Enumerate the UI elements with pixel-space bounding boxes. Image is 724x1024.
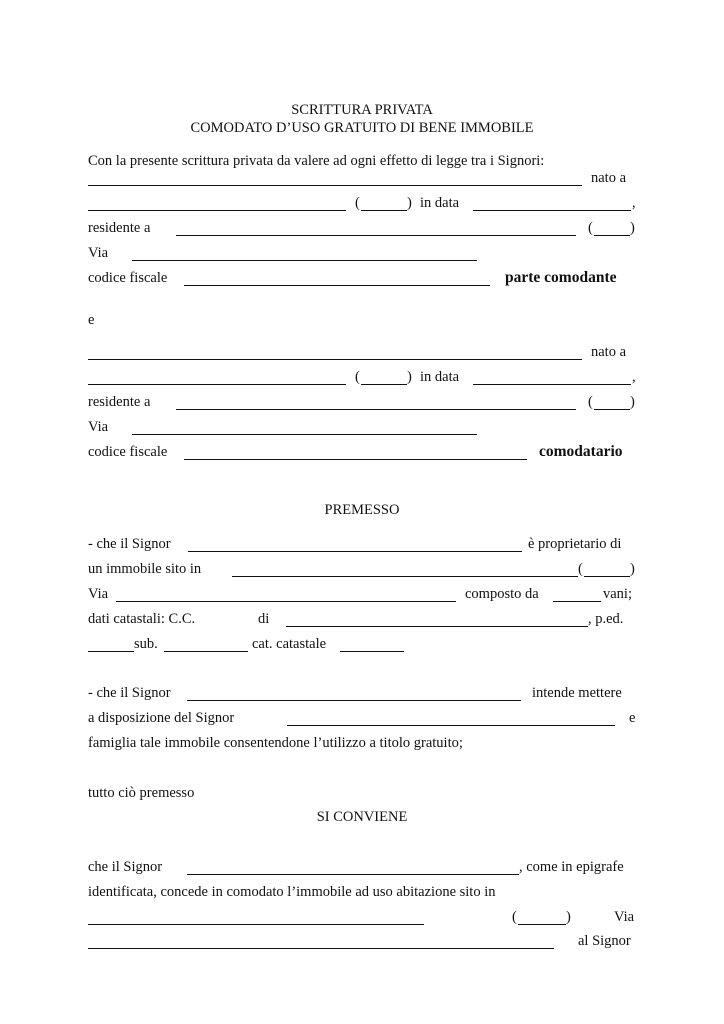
owner-name-field[interactable]	[188, 551, 522, 552]
label-codice-fiscale: codice fiscale	[88, 270, 168, 286]
label-vani: vani;	[603, 586, 632, 602]
label-via: Via	[614, 909, 635, 925]
paren-close: )	[630, 394, 635, 410]
label-intende-mettere: intende mettere	[532, 685, 622, 701]
location-field[interactable]	[88, 924, 424, 925]
street-field[interactable]	[132, 260, 477, 261]
label-di: di	[258, 611, 270, 627]
label-via: Via	[88, 419, 109, 435]
identificata-text: identificata, concede in comodato l’immobile ad uso abitazione sito in	[88, 884, 496, 900]
label-che-il-signor: che il Signor	[88, 859, 163, 875]
birthdate-field[interactable]	[473, 210, 631, 211]
cadastral-municipality-field[interactable]	[286, 626, 588, 627]
label-proprietario: è proprietario di	[528, 536, 622, 552]
residence-province-field[interactable]	[594, 409, 630, 410]
paren-open: (	[355, 195, 360, 211]
label-che-signor-2: - che il Signor	[88, 685, 171, 701]
property-province-field[interactable]	[584, 576, 630, 577]
section-heading-si-conviene: SI CONVIENE	[316, 809, 408, 825]
paren-close: )	[566, 909, 571, 925]
role-label: parte comodante	[505, 269, 617, 286]
paren-open: (	[588, 394, 593, 410]
grantor-name-field[interactable]	[187, 700, 521, 701]
ped-field[interactable]	[88, 651, 134, 652]
paren-open: (	[355, 369, 360, 385]
comma: ,	[632, 195, 636, 211]
label-e: e	[629, 710, 636, 726]
street-field[interactable]	[88, 948, 554, 949]
province-field[interactable]	[361, 384, 407, 385]
label-ped: , p.ed.	[588, 611, 624, 627]
label-codice-fiscale: codice fiscale	[88, 444, 168, 460]
birthdate-field[interactable]	[473, 384, 631, 385]
label-composto-da: composto da	[465, 586, 539, 602]
paren-close: )	[407, 195, 412, 211]
property-location-field[interactable]	[232, 576, 578, 577]
paren-close: )	[630, 220, 635, 236]
label-in-data: in data	[420, 369, 460, 385]
property-street-field[interactable]	[116, 601, 456, 602]
paren-open: (	[512, 909, 517, 925]
sub-field[interactable]	[164, 651, 248, 652]
comma: ,	[632, 369, 636, 385]
province-field[interactable]	[518, 924, 566, 925]
tutto-premesso-text: tutto ciò premesso	[88, 785, 195, 801]
paren-close: )	[407, 369, 412, 385]
tax-code-field[interactable]	[184, 285, 490, 286]
document-title: SCRITTURA PRIVATA	[291, 102, 433, 118]
birthplace-field[interactable]	[88, 210, 346, 211]
tax-code-field[interactable]	[184, 459, 527, 460]
grantor-name-field[interactable]	[187, 874, 519, 875]
residence-field[interactable]	[176, 235, 576, 236]
section-heading-premesso: PREMESSO	[324, 502, 400, 518]
paren-open: (	[588, 220, 593, 236]
residence-province-field[interactable]	[594, 235, 630, 236]
label-a-disposizione: a disposizione del Signor	[88, 710, 235, 726]
label-nato-a: nato a	[591, 344, 627, 360]
label-al-signor: al Signor	[578, 933, 631, 949]
name-field[interactable]	[88, 185, 582, 186]
label-che-signor: - che il Signor	[88, 536, 171, 552]
birthplace-field[interactable]	[88, 384, 346, 385]
famiglia-text: famiglia tale immobile consentendone l’utilizzo a titolo gratuito;	[88, 735, 463, 751]
residence-field[interactable]	[176, 409, 576, 410]
label-cat-catastale: cat. catastale	[252, 636, 327, 652]
paren-close: )	[630, 561, 635, 577]
label-residente: residente a	[88, 220, 151, 236]
intro-text: Con la presente scrittura privata da valere ad ogni effetto di legge tra i Signori:	[88, 153, 545, 169]
label-via: Via	[88, 245, 109, 261]
label-dati-catastali: dati catastali: C.C.	[88, 611, 196, 627]
conjunction: e	[88, 312, 95, 328]
document-subtitle: COMODATO D’USO GRATUITO DI BENE IMMOBILE	[190, 120, 534, 136]
rooms-field[interactable]	[553, 601, 601, 602]
label-come-in-epigrafe: , come in epigrafe	[519, 859, 624, 875]
label-sub: sub.	[134, 636, 158, 652]
label-residente: residente a	[88, 394, 151, 410]
name-field[interactable]	[88, 359, 582, 360]
label-nato-a: nato a	[591, 170, 627, 186]
street-field[interactable]	[132, 434, 477, 435]
label-immobile-sito: un immobile sito in	[88, 561, 202, 577]
label-in-data: in data	[420, 195, 460, 211]
province-field[interactable]	[361, 210, 407, 211]
beneficiary-name-field[interactable]	[287, 725, 615, 726]
role-label: comodatario	[539, 443, 623, 460]
cadastral-category-field[interactable]	[340, 651, 404, 652]
label-via: Via	[88, 586, 109, 602]
paren-open: (	[578, 561, 583, 577]
